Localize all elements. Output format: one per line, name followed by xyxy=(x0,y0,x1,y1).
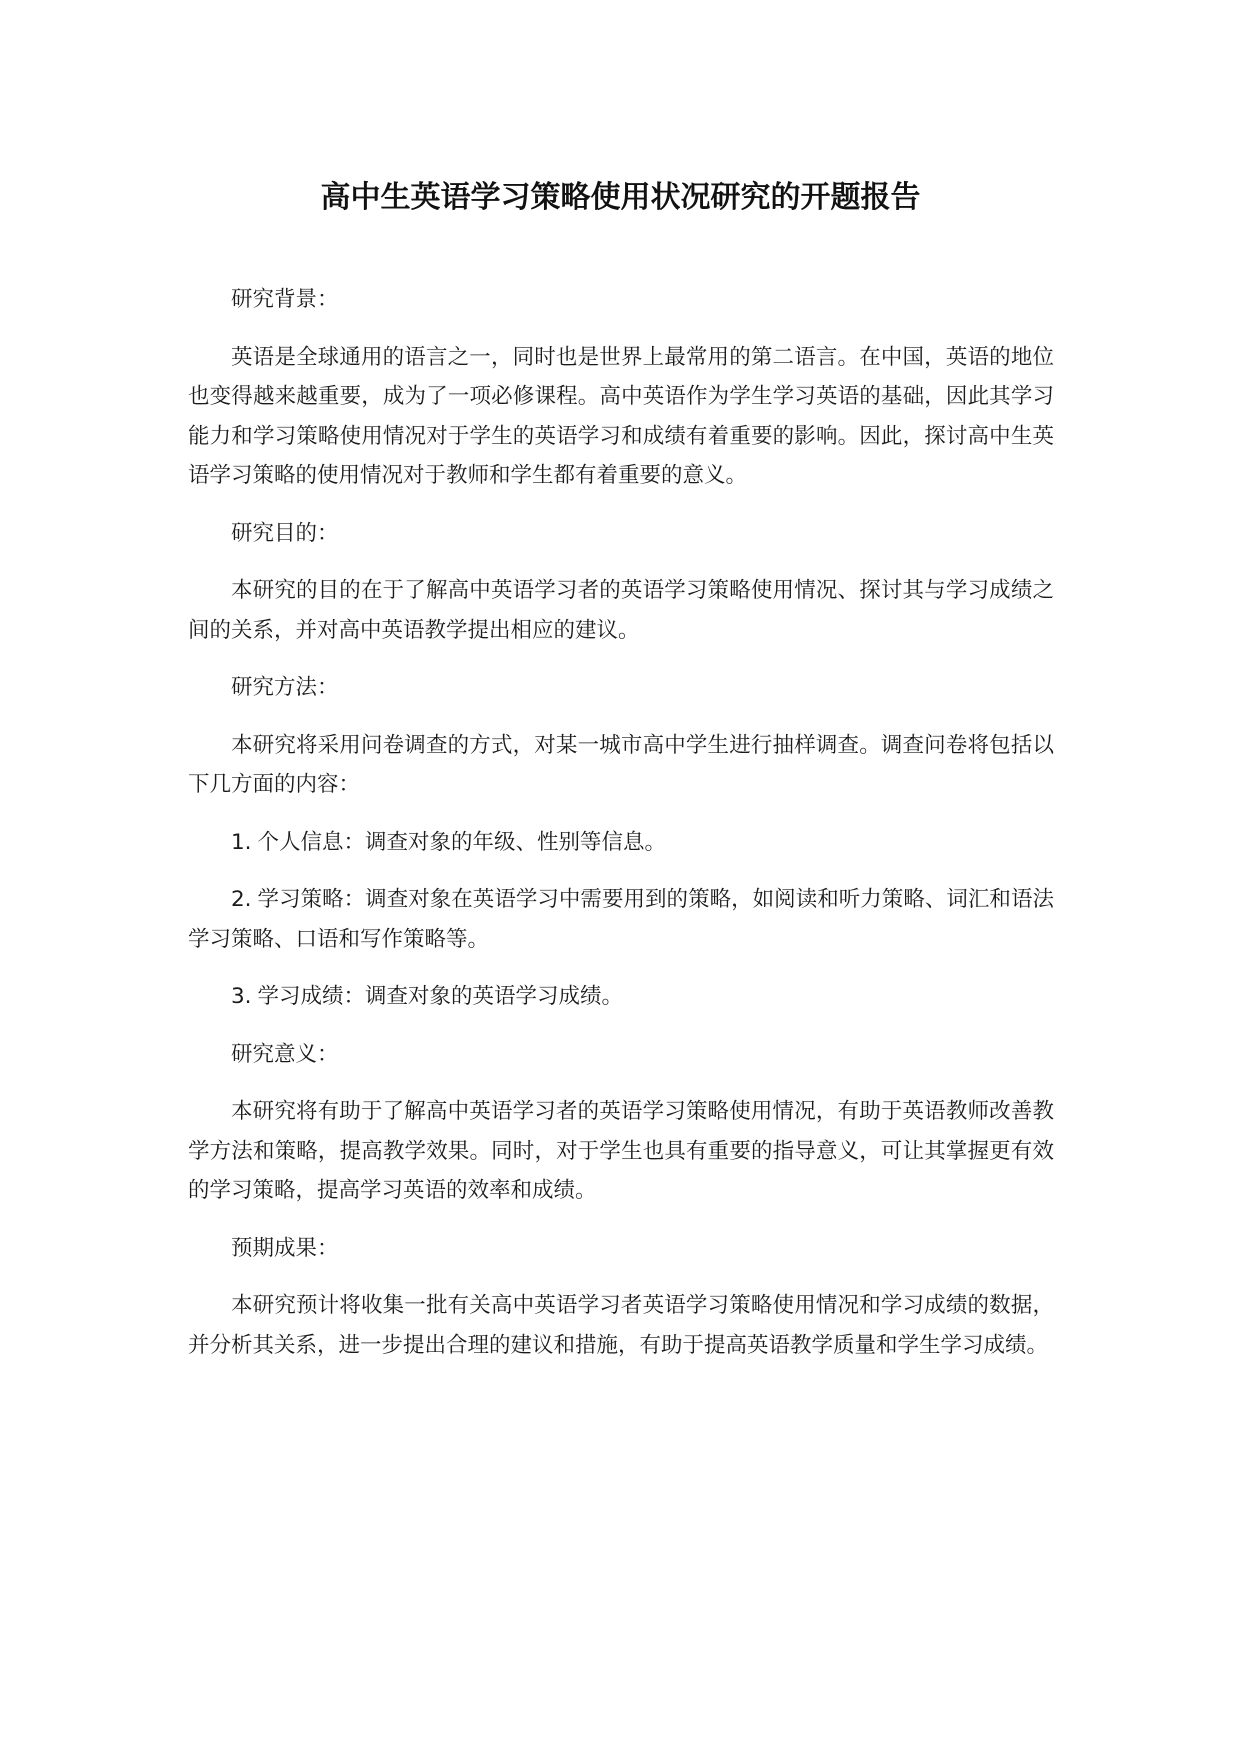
paragraph-background: 英语是全球通用的语言之一，同时也是世界上最常用的第二语言。在中国，英语的地位也变得越来越重要，成为了一项必修课程。高中英语作为学生学习英语的基础，因此其学习能力和学习策略使用情况对于学生的英语学习和成绩有着重要的影响。因此，探讨高中生英语学习策略的使用情况对于教师和学生都有着重要的意义。 xyxy=(188,344,1054,488)
method-list-item-1 xyxy=(188,823,1054,863)
paragraph-significance: 本研究将有助于了解高中英语学习者的英语学习策略使用情况，有助于英语教师改善教学方法和策略，提高教学效果。同时，对于学生也具有重要的指导意义，可让其掌握更有效的学习策略，提高学习英语的效率和成绩。 xyxy=(188,1099,1054,1203)
section-heading-method: 研究方法： xyxy=(231,675,339,700)
section-heading-significance: 研究意义： xyxy=(231,1041,339,1067)
list-item-text: 学习策略：调查对象在英语学习中需要用到的策略，如阅读和听力策略、词汇和语法学习策略、口语和写作策略等。 xyxy=(188,887,1054,952)
section-heading-purpose: 研究目的： xyxy=(231,520,339,546)
document-body xyxy=(188,280,1054,1383)
list-item-text: 学习成绩：调查对象的英语学习成绩。 xyxy=(257,984,624,1009)
paragraph-outcomes: 本研究预计将收集一批有关高中英语学习者英语学习策略使用情况和学习成绩的数据，并分析其关系，进一步提出合理的建议和措施，有助于提高英语教学质量和学生学习成绩。 xyxy=(188,1293,1054,1358)
paragraph-purpose: 本研究的目的在于了解高中英语学习者的英语学习策略使用情况、探讨其与学习成绩之间的关系，并对高中英语教学提出相应的建议。 xyxy=(188,578,1054,643)
section-heading-outcomes: 预期成果： xyxy=(231,1235,339,1261)
list-item-text: 个人信息：调查对象的年级、性别等信息。 xyxy=(257,829,667,855)
method-list-item-2 xyxy=(188,880,1054,959)
list-item-number: 2. xyxy=(231,887,252,912)
paragraph-method: 本研究将采用问卷调查的方式，对某一城市高中学生进行抽样调查。调查问卷将包括以下几方面的内容： xyxy=(188,732,1054,797)
list-item-number: 3. xyxy=(231,984,252,1009)
section-heading-background: 研究背景： xyxy=(231,287,339,312)
document-title: 高中生英语学习策略使用状况研究的开题报告 xyxy=(320,180,921,215)
list-item-number: 1. xyxy=(231,829,252,855)
method-list-item-3 xyxy=(188,977,1054,1017)
